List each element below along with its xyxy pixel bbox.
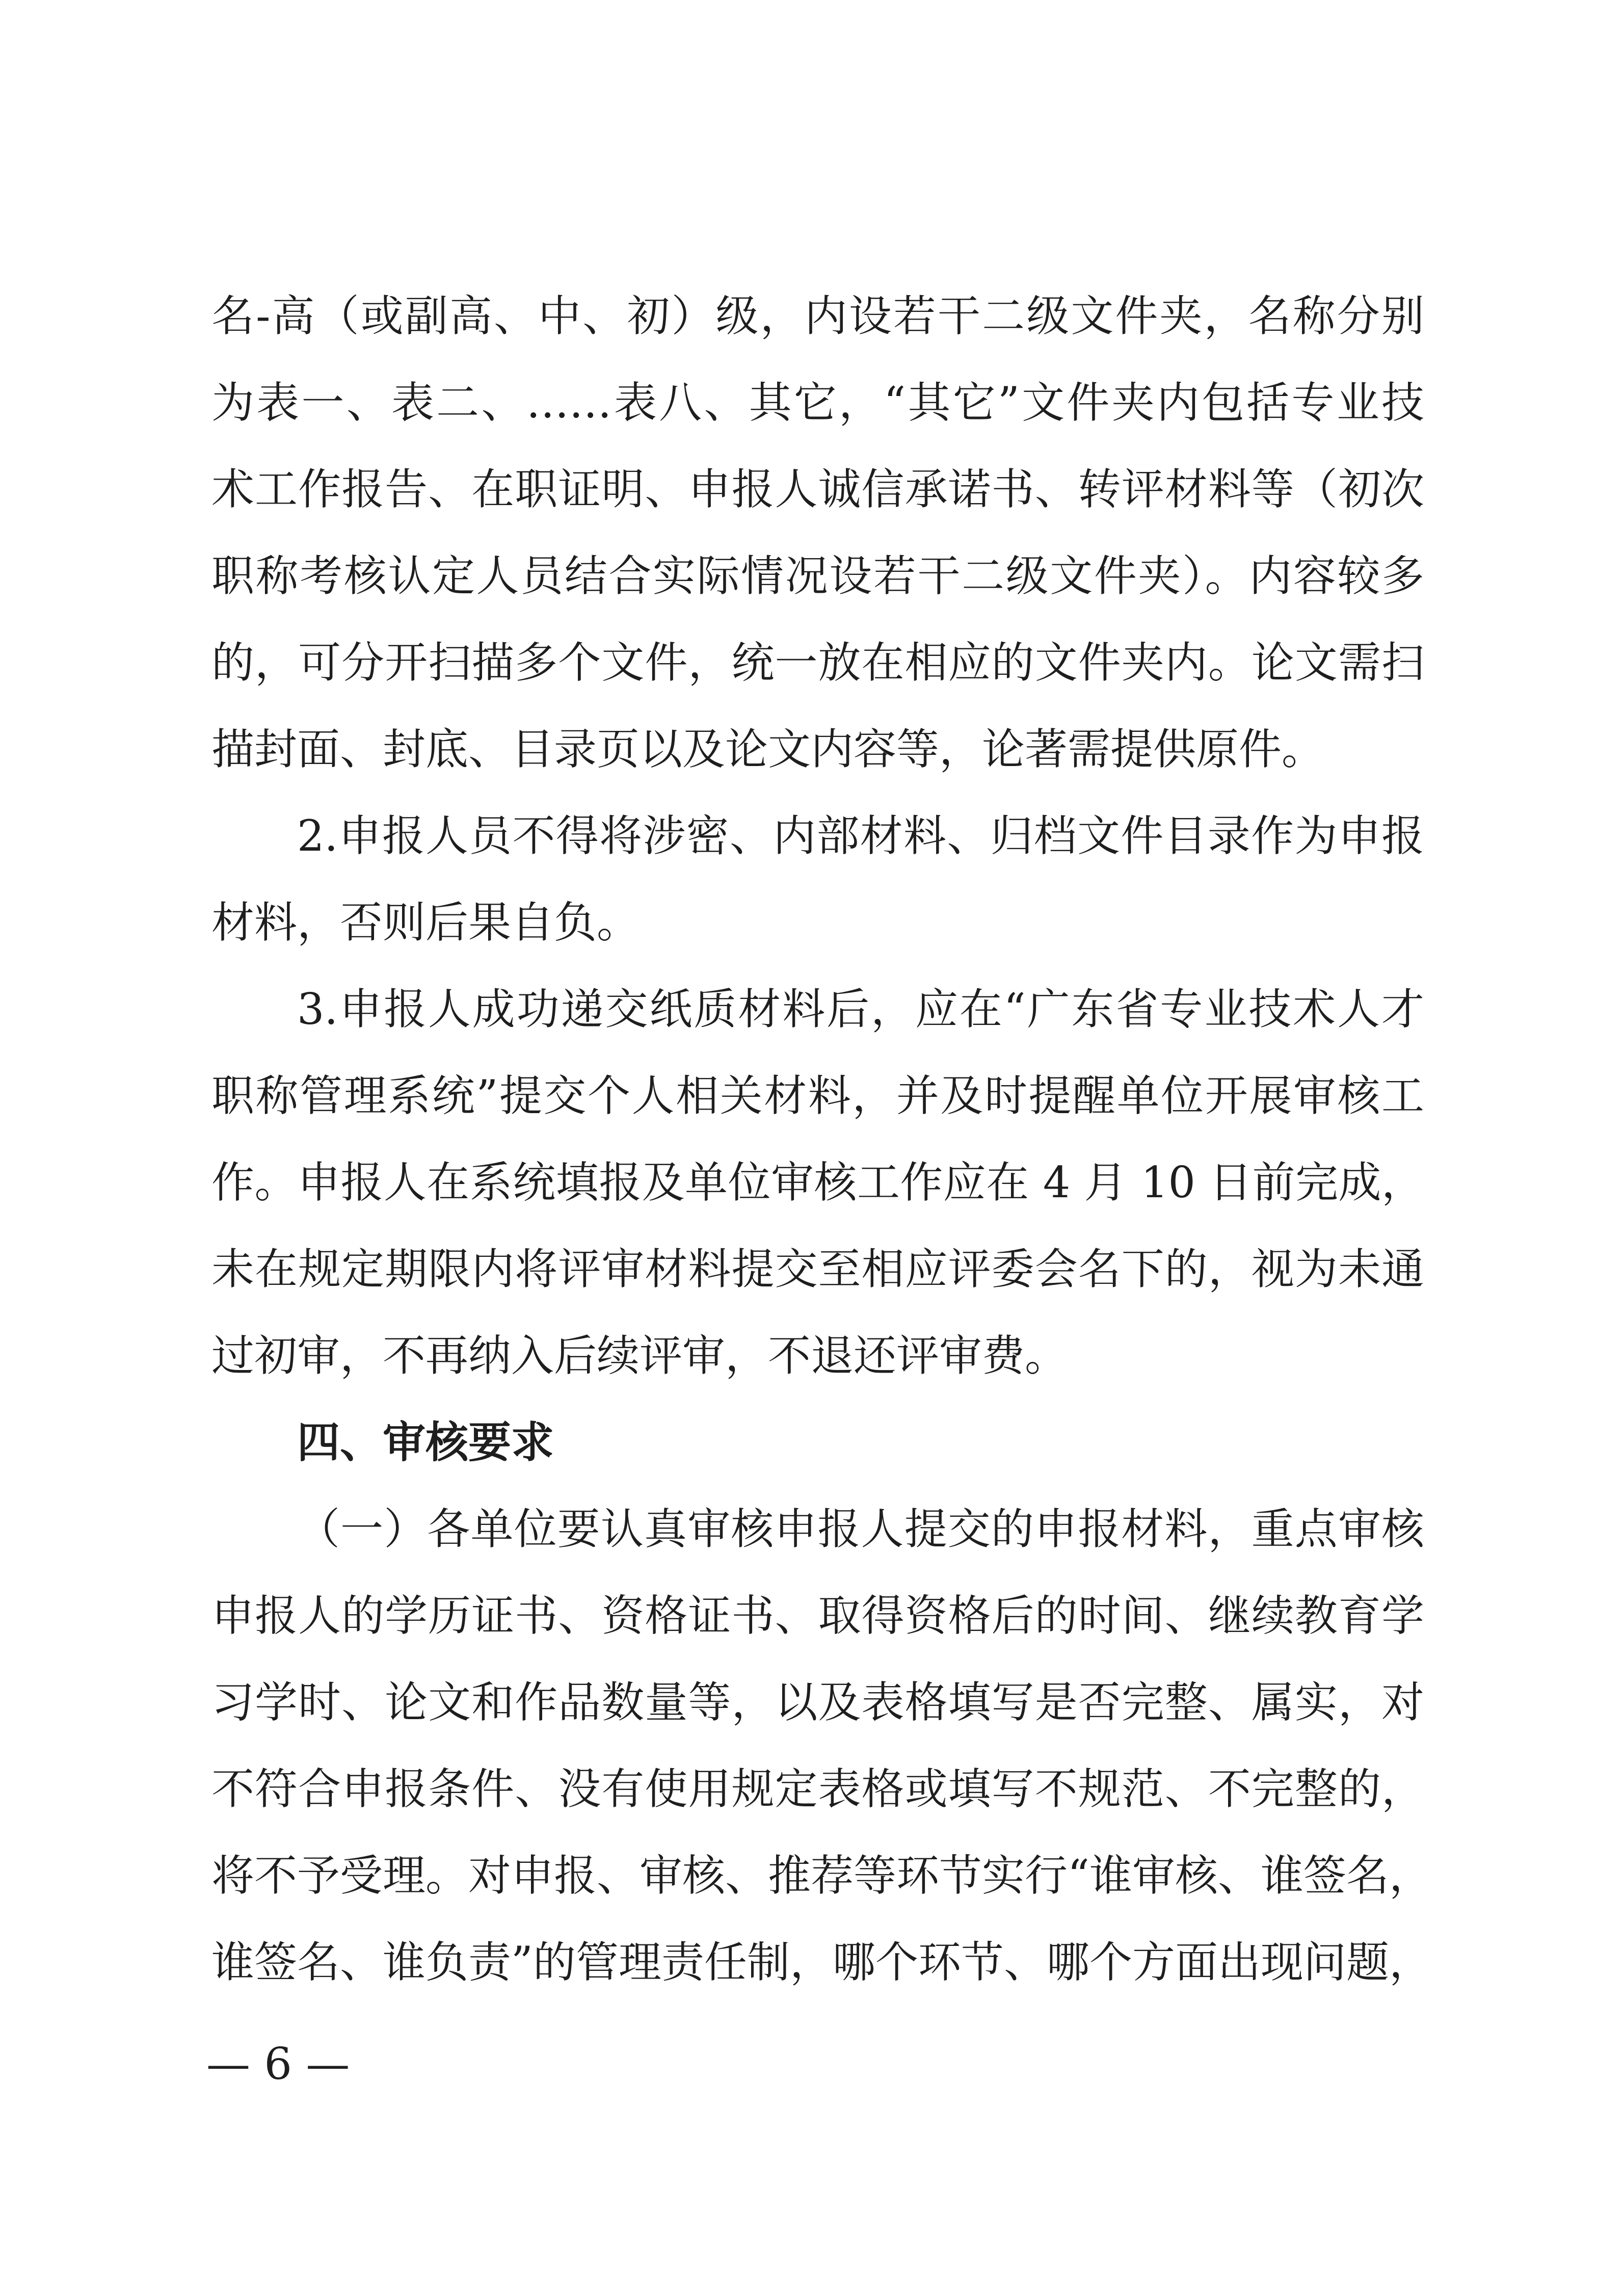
text-line: 的，可分开扫描多个文件，统一放在相应的文件夹内。论文需扫 [211,638,1424,688]
text-line: 名-高（或副高、中、初）级，内设若干二级文件夹，名称分别 [211,291,1424,341]
text-line: 职称管理系统”提交个人相关材料，并及时提醒单位开展审核工 [211,1071,1424,1121]
section-heading: 四、审核要求 [297,1417,554,1467]
text-line: 将不予受理。对申报、审核、推荐等环节实行“谁审核、谁签名， [211,1851,1432,1901]
text-line: 过初审，不再纳入后续评审，不退还评审费。 [211,1331,1068,1381]
text-line: 描封面、封底、目录页以及论文内容等，论著需提供原件。 [211,724,1325,774]
text-line: 2.申报人员不得将涉密、内部材料、归档文件目录作为申报 [297,811,1424,861]
text-line: 习学时、论文和作品数量等，以及表格填写是否完整、属实，对 [211,1677,1424,1727]
text-line: 材料，否则后果自负。 [211,898,640,947]
text-line: 为表一、表二、……表八、其它，“其它”文件夹内包括专业技 [211,378,1424,428]
text-line: 3.申报人成功递交纸质材料后，应在“广东省专业技术人才 [297,984,1424,1034]
text-line: 未在规定期限内将评审材料提交至相应评委会名下的，视为未通 [211,1244,1424,1294]
page-number: — 6 — [206,2039,350,2090]
text-line: 谁签名、谁负责”的管理责任制，哪个环节、哪个方面出现问题， [211,1937,1432,1987]
text-line: 不符合申报条件、没有使用规定表格或填写不规范、不完整的， [211,1764,1424,1814]
text-line: （一）各单位要认真审核申报人提交的申报材料，重点审核 [297,1504,1424,1554]
text-line: 术工作报告、在职证明、申报人诚信承诺书、转评材料等（初次 [211,464,1424,514]
text-line: 申报人的学历证书、资格证书、取得资格后的时间、继续教育学 [211,1591,1424,1641]
text-line: 作。申报人在系统填报及单位审核工作应在 4 月 10 日前完成， [211,1157,1424,1207]
text-line: 职称考核认定人员结合实际情况设若干二级文件夹）。内容较多 [211,551,1424,601]
